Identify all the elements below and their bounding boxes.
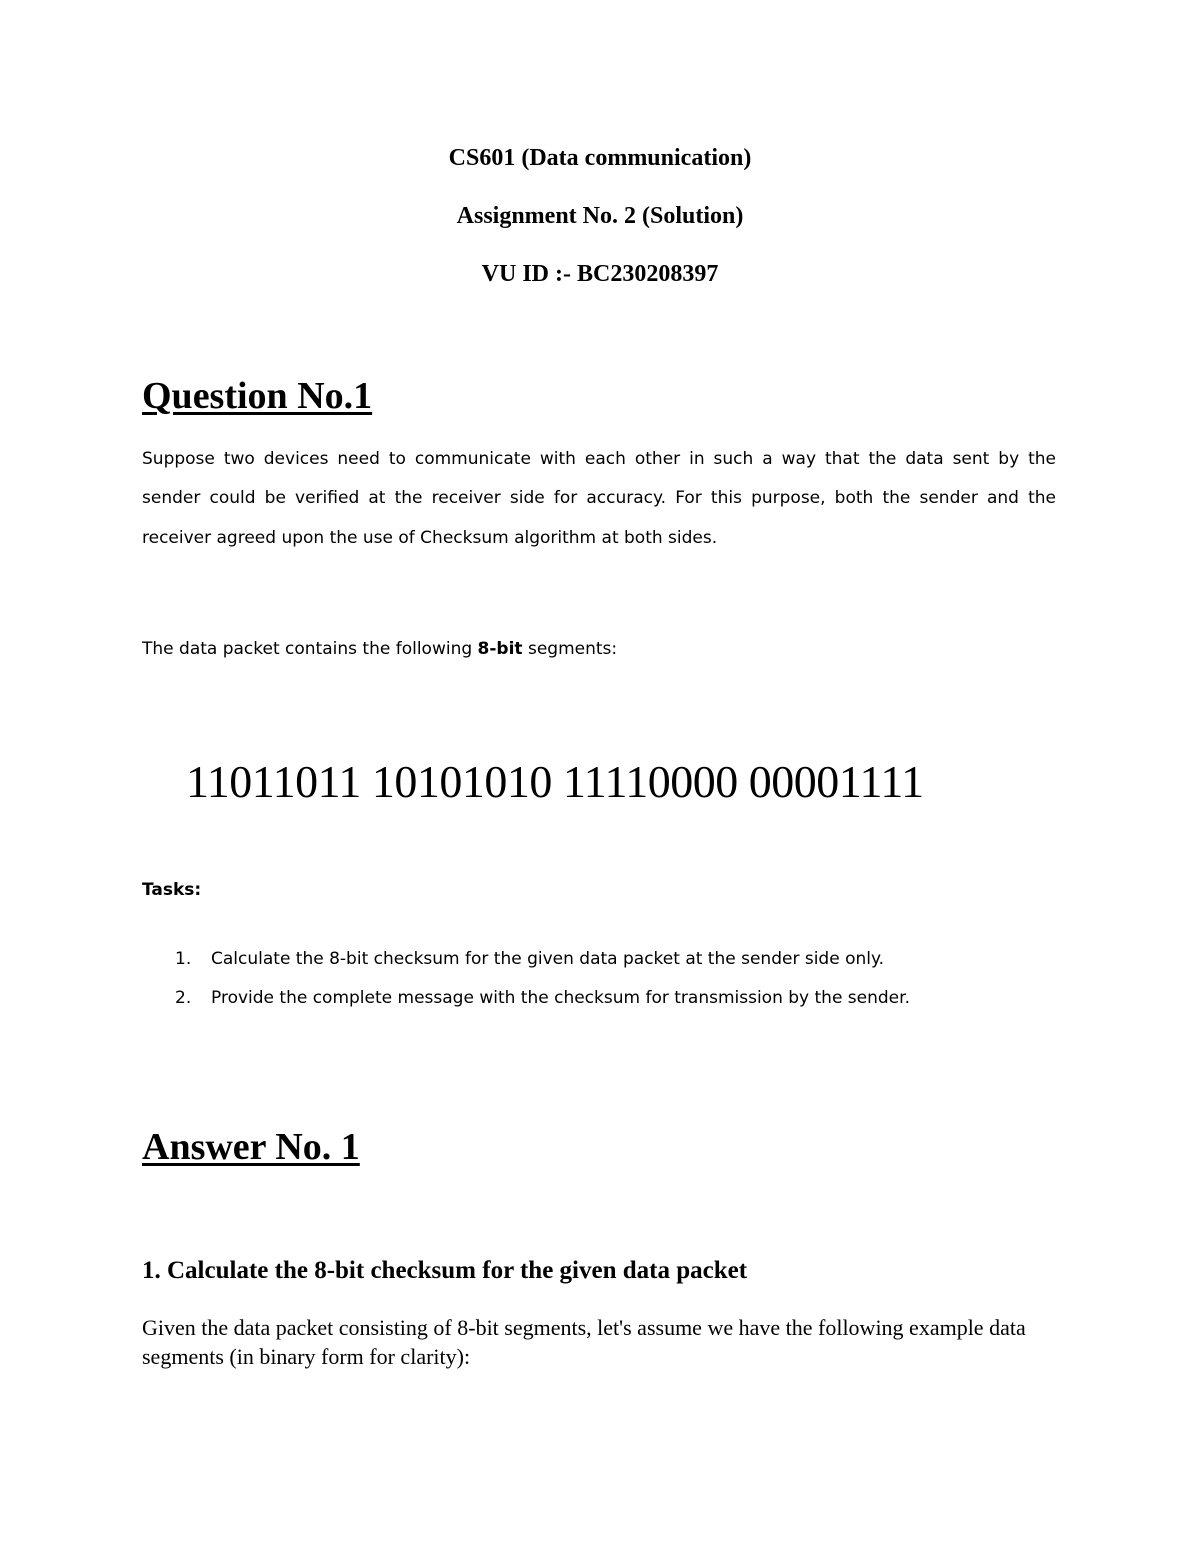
- course-title: CS601 (Data communication): [448, 145, 752, 171]
- question-paragraph-line-3: receiver agreed upon the use of Checksum algorithm at both sides.: [142, 528, 718, 548]
- answer-subheading: 1. Calculate the 8-bit checksum for the given data packet: [142, 1257, 748, 1284]
- assignment-title: Assignment No. 2 (Solution): [456, 203, 744, 229]
- packet-intro-suffix: segments:: [522, 639, 618, 659]
- answer-heading: Answer No. 1: [142, 1126, 360, 1168]
- vu-id: VU ID :- BC230208397: [481, 261, 719, 287]
- tasks-label: Tasks:: [142, 880, 202, 900]
- task-text: Provide the complete message with the checksum for transmission by the sender.: [211, 988, 910, 1008]
- question-heading: Question No.1: [142, 375, 373, 417]
- question-paragraph-line-2: sender could be verified at the receiver side for accuracy. For this purpose, both the sender and the: [142, 488, 1056, 508]
- binary-segments: 11011011 10101010 11110000 00001111: [186, 756, 924, 807]
- task-number: 1.: [175, 949, 192, 969]
- packet-intro-text: The data packet contains the following: [142, 639, 478, 659]
- answer-paragraph: Given the data packet consisting of 8-bit segments, let's assume we have the following example data segments (in binary form for clarity):: [142, 1315, 1026, 1369]
- question-paragraph-line-1: Suppose two devices need to communicate with each other in such a way that the data sent by the: [142, 449, 1056, 469]
- packet-intro: [142, 638, 1056, 660]
- packet-intro-bold: 8-bit: [477, 639, 523, 659]
- task-text: Calculate the 8-bit checksum for the given data packet at the sender side only.: [211, 949, 885, 969]
- task-number: 2.: [175, 988, 192, 1008]
